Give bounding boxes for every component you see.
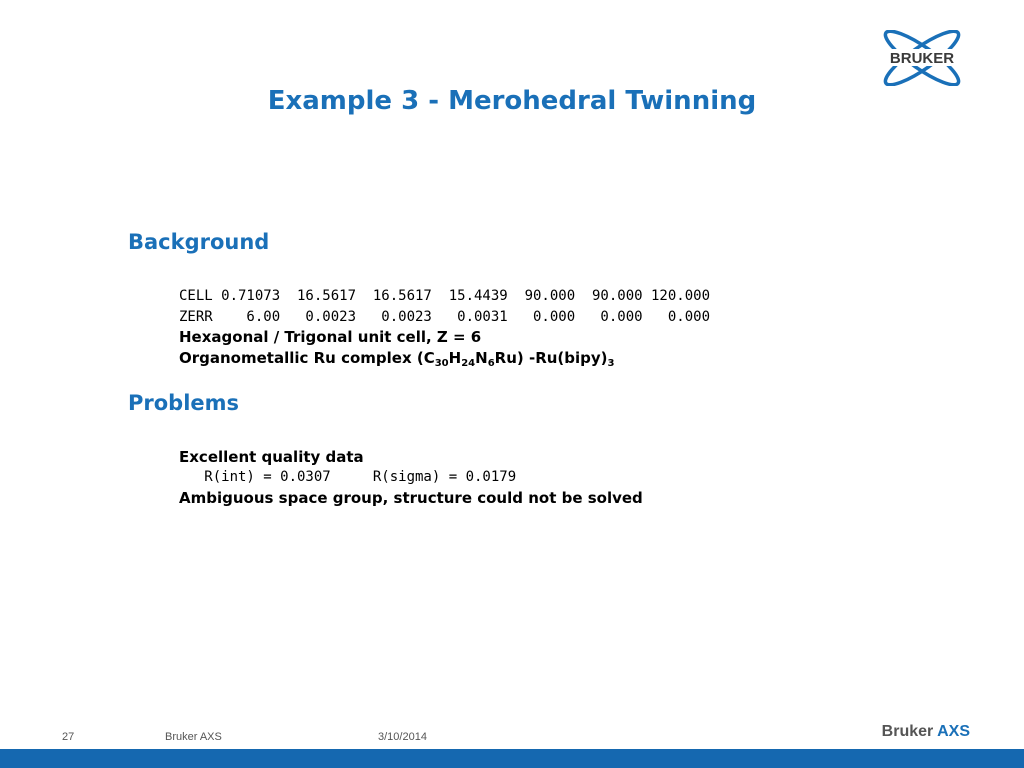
- ambiguous-line: Ambiguous space group, structure could not be solved: [179, 489, 643, 507]
- logo-text: BRUKER: [889, 50, 955, 67]
- r-values-line: R(int) = 0.0307 R(sigma) = 0.0179: [179, 469, 517, 485]
- footer-company: Bruker AXS: [165, 731, 222, 743]
- cell-line: CELL 0.71073 16.5617 16.5617 15.4439 90.000 90.000 120.000: [179, 288, 711, 304]
- footer-brand-main: Bruker: [881, 723, 934, 740]
- hydrogen-symbol: H: [448, 349, 462, 367]
- footer-date: 3/10/2014: [378, 731, 427, 743]
- compound-prefix: Organometallic Ru complex (C: [179, 349, 435, 367]
- bipy-count: 3: [607, 358, 615, 369]
- background-heading: Background: [128, 230, 270, 254]
- problems-heading: Problems: [128, 391, 240, 415]
- unit-cell-line: Hexagonal / Trigonal unit cell, Z = 6: [179, 328, 482, 346]
- quality-line: Excellent quality data: [179, 448, 364, 466]
- footer-bar: [0, 749, 1024, 768]
- page-number: 27: [62, 731, 75, 743]
- slide-title: Example 3 - Merohedral Twinning: [267, 86, 757, 116]
- hydrogen-count: 24: [461, 358, 476, 369]
- footer-brand: [882, 723, 970, 741]
- carbon-count: 30: [434, 358, 449, 369]
- zerr-line: ZERR 6.00 0.0023 0.0023 0.0031 0.000 0.000 0.000: [179, 309, 711, 325]
- nitrogen-symbol: N: [475, 349, 488, 367]
- footer-brand-accent: AXS: [937, 723, 970, 740]
- nitrogen-count: 6: [487, 358, 495, 369]
- compound-line: [179, 349, 615, 367]
- compound-suffix: Ru) -Ru(bipy): [494, 349, 608, 367]
- bruker-logo: [868, 30, 976, 86]
